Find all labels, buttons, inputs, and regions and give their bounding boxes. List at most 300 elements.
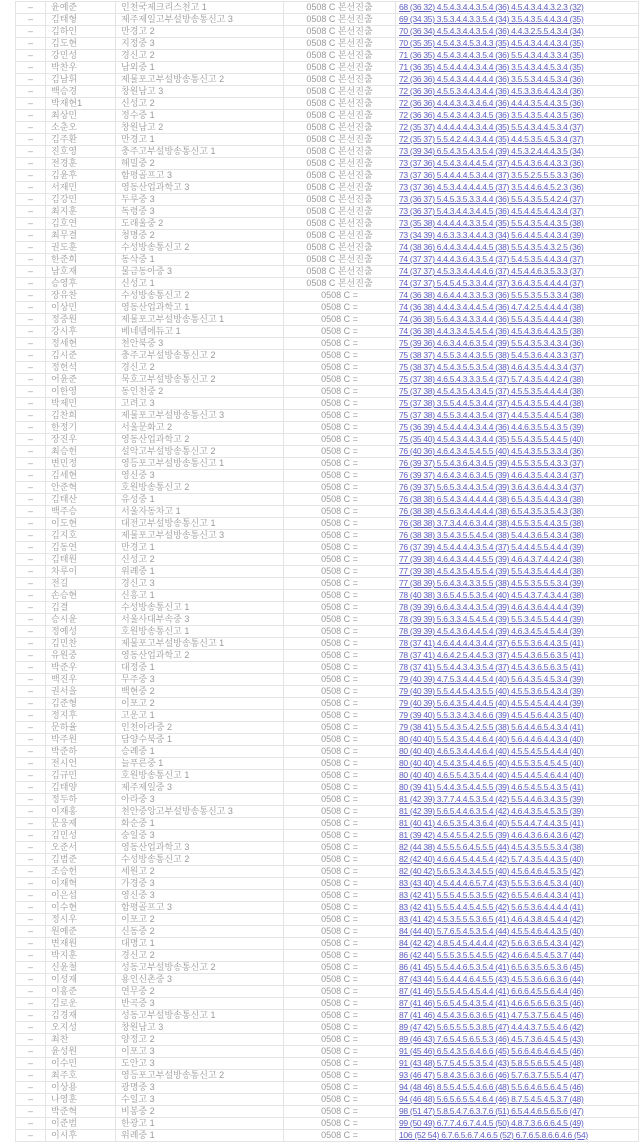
player-name: 이한영	[46, 386, 116, 398]
school-name: 두루중 3	[116, 194, 284, 206]
player-name: 진호영	[46, 146, 116, 158]
score-cell	[396, 110, 639, 122]
score-cell	[396, 1046, 639, 1058]
score-link[interactable]: 93 (46 47) 5.8.4.3.5.6.3.6.6 (46) 5.7.6.3.7.5.5.5.4 (47)	[399, 1070, 584, 1080]
rank-cell: –	[16, 926, 46, 938]
score-cell	[396, 542, 639, 554]
school-name: 제물포고부설방송통신고 1	[116, 638, 284, 650]
round-status: 0508 C =	[284, 398, 396, 410]
score-link[interactable]: 74 (37 37) 5.4.5.4.5.3.3.4.4 (37) 3.6.4.3.5.4.4.4.4 (37)	[399, 278, 584, 288]
round-status: 0508 C =	[284, 470, 396, 482]
score-cell	[396, 146, 639, 158]
round-status: 0508 C =	[284, 686, 396, 698]
rank-cell: –	[16, 2, 46, 14]
score-link[interactable]: 82 (42 40) 4.6.6.4.5.4.4.5.4 (42) 5.7.4.3.5.4.4.3.5 (40)	[399, 854, 584, 864]
school-name: 용인신촌중 3	[116, 974, 284, 986]
score-link[interactable]: 76 (39 37) 4.6.4.3.4.6.3.4.5 (39) 4.6.4.3.5.4.4.3.4 (37)	[399, 470, 584, 480]
table-row	[16, 806, 639, 818]
player-name: 안준혁	[46, 482, 116, 494]
score-link[interactable]: 82 (44 38) 4.5.5.5.6.4.5.5.5 (44) 4.5.4.3.5.5.5.3.4 (38)	[399, 842, 584, 852]
table-row	[16, 26, 639, 38]
round-status: 0508 C =	[284, 1118, 396, 1130]
score-cell	[396, 134, 639, 146]
player-name: 승영후	[46, 278, 116, 290]
score-link[interactable]: 69 (34 35) 3.5.3.4.4.3.3.5.4 (34) 3.5.4.3.5.4.4.3.4 (35)	[399, 14, 584, 24]
player-name: 이준범	[46, 1118, 116, 1130]
player-name: 최상민	[46, 110, 116, 122]
table-row	[16, 134, 639, 146]
table-row	[16, 818, 639, 830]
rank-cell: –	[16, 986, 46, 998]
round-status: 0508 C 본선진출	[284, 254, 396, 266]
score-link[interactable]: 75 (37 38) 3.5.5.4.4.5.3.4.4 (37) 4.5.4.3.5.5.4.4.4 (38)	[399, 398, 584, 408]
score-cell	[396, 506, 639, 518]
table-row	[16, 1118, 639, 1130]
score-link[interactable]: 74 (36 38) 5.6.4.3.4.3.3.4.4 (36) 5.5.4.3.5.4.4.4.4 (38)	[399, 314, 584, 324]
score-link[interactable]: 72 (36 36) 4.5.4.3.4.4.4.4.4 (36) 3.5.5.3.4.4.5.3.4 (36)	[399, 74, 584, 84]
player-name: 이시후	[46, 1130, 116, 1142]
score-link[interactable]: 94 (46 48) 5.6.5.6.5.5.4.6.4 (46) 8.7.5.4.5.4.5.3.7 (48)	[399, 1094, 584, 1104]
school-name: 고려고 3	[116, 398, 284, 410]
score-link[interactable]: 91 (43 48) 5.7.5.4.5.5.3.5.4 (43) 5.8.5.5.6.5.5.4.5 (48)	[399, 1058, 584, 1068]
table-row	[16, 338, 639, 350]
player-name: 김윤후	[46, 170, 116, 182]
score-link[interactable]: 76 (37 39) 4.5.4.4.4.4.3.5.4 (37) 5.4.4.4.5.5.4.4.4 (39)	[399, 542, 584, 552]
score-cell	[396, 590, 639, 602]
score-link[interactable]: 73 (39 34) 6.5.4.3.5.4.3.5.4 (39) 4.5.3.2.4.4.4.3.5 (34)	[399, 146, 584, 156]
score-link[interactable]: 74 (37 37) 4.4.4.3.6.4.3.5.4 (37) 5.4.5.3.5.4.4.3.4 (37)	[399, 254, 584, 264]
score-link[interactable]: 76 (40 36) 4.6.4.3.4.5.4.5.5 (40) 4.5.4.3.5.5.3.3.4 (36)	[399, 446, 584, 456]
table-row	[16, 206, 639, 218]
rank-cell: –	[16, 26, 46, 38]
score-link[interactable]: 76 (38 38) 3.7.3.4.4.6.3.4.4 (38) 4.5.5.3.5.4.4.3.5 (38)	[399, 518, 584, 528]
score-link[interactable]: 80 (40 40) 4.6.5.3.4.4.4.6.4 (40) 4.5.5.4.5.5.4.4.4 (40)	[399, 746, 584, 756]
table-row	[16, 770, 639, 782]
round-status: 0508 C =	[284, 614, 396, 626]
round-status: 0508 C =	[284, 362, 396, 374]
round-status: 0508 C =	[284, 650, 396, 662]
score-link[interactable]: 75 (39 36) 4.6.3.4.4.6.3.5.4 (39) 5.5.4.3.5.3.4.3.4 (36)	[399, 338, 584, 348]
score-link[interactable]: 91 (45 46) 6.5.4.3.5.6.4.6.6 (45) 5.6.6.4.6.4.6.4.5 (46)	[399, 1046, 584, 1056]
score-link[interactable]: 84 (42 42) 4.8.5.4.5.4.4.4.4 (42) 5.6.6.3.6.5.4.3.4 (42)	[399, 938, 584, 948]
table-row	[16, 74, 639, 86]
score-link[interactable]: 83 (43 40) 4.5.4.4.4.6.5.7.4 (43) 5.5.5.3.6.4.5.3.4 (40)	[399, 878, 584, 888]
round-status: 0508 C =	[284, 950, 396, 962]
player-name: 남호재	[46, 266, 116, 278]
player-name: 이수현	[46, 902, 116, 914]
score-link[interactable]: 71 (36 35) 4.5.4.4.4.4.3.4.4 (36) 3.5.4.3.4.4.5.3.4 (35)	[399, 62, 584, 72]
school-name: 수성방송통신고 2	[116, 290, 284, 302]
rank-cell: –	[16, 194, 46, 206]
school-name: 경신고 3	[116, 578, 284, 590]
score-cell	[396, 374, 639, 386]
school-name: 남외중 1	[116, 62, 284, 74]
school-name: 세원고 2	[116, 866, 284, 878]
rank-cell: –	[16, 1058, 46, 1070]
score-link[interactable]: 77 (39 38) 4.5.4.3.5.4.5.5.4 (39) 5.5.4.3.5.4.4.4.4 (38)	[399, 566, 584, 576]
score-link[interactable]: 89 (46 43) 7.6.5.4.5.6.5.5.3 (46) 4.5.7.3.6.4.5.4.5 (43)	[399, 1034, 584, 1044]
table-row	[16, 398, 639, 410]
round-status: 0508 C 본선진출	[284, 230, 396, 242]
player-name: 한준희	[46, 254, 116, 266]
player-name: 김민성	[46, 830, 116, 842]
school-name: 만경고 2	[116, 26, 284, 38]
round-status: 0508 C =	[284, 1046, 396, 1058]
score-link[interactable]: 73 (37 36) 5.4.4.4.4.5.3.4.4 (37) 3.5.5.2.5.5.5.3.3 (36)	[399, 170, 584, 180]
rank-cell: –	[16, 902, 46, 914]
school-name: 아라중 3	[116, 794, 284, 806]
score-link[interactable]: 99 (50 49) 6.7.7.4.6.7.4.4.5 (50) 4.8.7.3.6.6.6.4.5 (49)	[399, 1118, 584, 1128]
score-link[interactable]: 73 (36 37) 5.4.5.3.5.3.3.4.4 (36) 5.5.4.3.5.5.4.2.4 (37)	[399, 194, 584, 204]
table-row	[16, 698, 639, 710]
round-status: 0508 C 본선진출	[284, 278, 396, 290]
player-name: 문웅제	[46, 818, 116, 830]
player-name: 조승헌	[46, 866, 116, 878]
round-status: 0508 C =	[284, 338, 396, 350]
score-cell	[396, 938, 639, 950]
score-link[interactable]: 74 (36 38) 4.4.4.3.4.4.4.5.4 (36) 4.7.4.2.5.4.4.4.4 (38)	[399, 302, 584, 312]
score-link[interactable]: 73 (37 36) 4.5.3.4.4.4.4.4.5 (37) 3.5.4.4.6.4.5.2.3 (36)	[399, 182, 584, 192]
score-link[interactable]: 78 (37 41) 4.6.4.4.4.4.3.4.4 (37) 6.5.5.3.6.4.4.3.5 (41)	[399, 638, 584, 648]
table-row	[16, 266, 639, 278]
score-link[interactable]: 75 (37 38) 4.5.5.3.4.4.3.5.4 (37) 4.4.5.3.5.4.4.5.4 (38)	[399, 410, 584, 420]
round-status: 0508 C =	[284, 542, 396, 554]
score-link[interactable]: 78 (39 39) 6.6.4.3.4.4.3.5.4 (39) 4.6.4.3.6.4.4.4.4 (39)	[399, 602, 584, 612]
player-name: 김시준	[46, 350, 116, 362]
score-cell	[396, 410, 639, 422]
score-link[interactable]: 81 (40 41) 4.6.5.3.5.4.3.6.4 (40) 5.5.4.4.7.4.4.3.5 (41)	[399, 818, 584, 828]
score-cell	[396, 218, 639, 230]
round-status: 0508 C =	[284, 506, 396, 518]
score-cell	[396, 578, 639, 590]
school-name: 영동산업과학고 2	[116, 434, 284, 446]
round-status: 0508 C 본선진출	[284, 170, 396, 182]
table-row	[16, 2, 639, 14]
player-name: 김찬희	[46, 410, 116, 422]
score-link[interactable]: 73 (34 39) 4.6.3.3.3.4.4.4.3 (34) 5.6.4.4.5.4.4.3.4 (39)	[399, 230, 584, 240]
school-name: 신성고 2	[116, 98, 284, 110]
score-link[interactable]: 86 (42 44) 5.5.5.3.5.5.4.5.5 (42) 4.6.6.4.5.4.5.3.7 (44)	[399, 950, 584, 960]
player-name: 김세현	[46, 470, 116, 482]
rank-cell: –	[16, 578, 46, 590]
table-row	[16, 254, 639, 266]
score-link[interactable]: 68 (36 32) 4.5.4.3.4.4.3.5.4 (36) 4.5.4.3.4.4.3.2.3 (32)	[399, 2, 584, 12]
score-link[interactable]: 75 (36 39) 4.5.4.4.4.4.3.4.4 (36) 4.4.6.3.5.5.4.3.5 (39)	[399, 422, 584, 432]
rank-cell: –	[16, 1070, 46, 1082]
score-cell	[396, 386, 639, 398]
score-link[interactable]: 72 (36 36) 4.5.5.3.4.4.3.4.4 (36) 4.5.3.3.6.4.4.3.4 (36)	[399, 86, 584, 96]
table-row	[16, 566, 639, 578]
score-link[interactable]: 74 (36 38) 4.6.4.4.4.3.3.5.3 (36) 5.5.5.3.5.5.3.3.4 (38)	[399, 290, 584, 300]
rank-cell: –	[16, 530, 46, 542]
score-link[interactable]: 78 (40 38) 3.6.5.4.5.5.3.5.4 (40) 4.5.4.3.7.4.3.4.4 (38)	[399, 590, 584, 600]
score-link[interactable]: 81 (39 42) 4.5.4.5.5.4.2.5.5 (39) 4.6.4.3.6.6.4.3.6 (42)	[399, 830, 584, 840]
rank-cell: –	[16, 398, 46, 410]
score-link[interactable]: 79 (38 41) 5.5.4.3.5.4.2.5.5 (38) 5.6.4.4.6.5.4.3.4 (41)	[399, 722, 584, 732]
score-link[interactable]: 76 (38 38) 4.5.6.3.4.4.4.4.4 (38) 6.5.4.3.5.3.5.4.3 (38)	[399, 506, 584, 516]
player-name: 한정기	[46, 422, 116, 434]
school-name: 동삭중 1	[116, 254, 284, 266]
table-row	[16, 974, 639, 986]
round-status: 0508 C =	[284, 1082, 396, 1094]
rank-cell: –	[16, 710, 46, 722]
score-cell	[396, 206, 639, 218]
school-name: 제주제일중 3	[116, 782, 284, 794]
school-name: 영동산업과학고 2	[116, 650, 284, 662]
score-cell	[396, 98, 639, 110]
round-status: 0508 C 본선진출	[284, 122, 396, 134]
table-row	[16, 686, 639, 698]
round-status: 0508 C 본선진출	[284, 218, 396, 230]
score-link[interactable]: 83 (41 42) 4.5.3.5.5.5.3.6.5 (41) 4.6.4.3.8.4.5.4.4 (42)	[399, 914, 584, 924]
score-cell	[396, 650, 639, 662]
school-name: 충주고부설방송통신고 1	[116, 146, 284, 158]
score-cell	[396, 962, 639, 974]
player-name: 박준하	[46, 746, 116, 758]
school-name: 수성방송통신고 1	[116, 602, 284, 614]
score-cell	[396, 2, 639, 14]
round-status: 0508 C =	[284, 638, 396, 650]
table-row	[16, 170, 639, 182]
school-name: 수일고 3	[116, 1094, 284, 1106]
score-link[interactable]: 79 (40 39) 4.7.5.3.4.4.4.5.4 (40) 5.6.4.3.5.4.5.3.4 (39)	[399, 674, 584, 684]
score-link[interactable]: 80 (40 40) 4.6.5.5.4.3.5.4.4 (40) 4.5.4.4.5.4.6.4.4 (40)	[399, 770, 584, 780]
rank-cell: –	[16, 86, 46, 98]
rank-cell: –	[16, 614, 46, 626]
score-cell	[396, 230, 639, 242]
score-cell	[396, 290, 639, 302]
round-status: 0508 C =	[284, 578, 396, 590]
score-cell	[396, 866, 639, 878]
table-row	[16, 950, 639, 962]
score-link[interactable]: 72 (36 36) 4.4.4.3.4.3.4.6.4 (36) 4.4.4.3.5.4.4.3.5 (36)	[399, 98, 584, 108]
score-link[interactable]: 78 (37 41) 5.5.4.4.3.4.3.5.4 (37) 4.5.4.3.6.5.6.3.5 (41)	[399, 662, 584, 672]
player-name: 김로운	[46, 998, 116, 1010]
score-cell	[396, 614, 639, 626]
rank-cell: –	[16, 134, 46, 146]
score-link[interactable]: 74 (38 36) 6.4.4.3.4.4.4.4.5 (38) 5.5.4.3.5.4.3.2.5 (36)	[399, 242, 584, 252]
table-row	[16, 878, 639, 890]
score-cell	[396, 734, 639, 746]
round-status: 0508 C =	[284, 446, 396, 458]
player-name: 어윤준	[46, 374, 116, 386]
score-link[interactable]: 78 (39 39) 5.6.3.3.4.5.4.5.4 (39) 5.5.3.4.5.5.4.4.4 (39)	[399, 614, 584, 624]
rank-cell: –	[16, 1106, 46, 1118]
player-name: 이홍준	[46, 986, 116, 998]
score-link[interactable]: 75 (37 38) 4.6.5.4.3.3.3.5.4 (37) 5.7.4.3.5.4.4.2.4 (38)	[399, 374, 584, 384]
round-status: 0508 C =	[284, 998, 396, 1010]
score-link[interactable]: 106 (52 54) 6.7.6.5.6.7.4.6.5 (52) 6.7.6.5.8.6.6.4.6 (54)	[399, 1130, 588, 1140]
score-cell	[396, 254, 639, 266]
score-link[interactable]: 98 (51 47) 5.8.5.4.7.6.3.7.6 (51) 6.5.4.4.6.5.6.5.6 (47)	[399, 1106, 584, 1116]
score-link[interactable]: 89 (47 42) 5.6.5.5.5.5.3.8.5 (47) 4.4.4.3.7.5.5.4.6 (42)	[399, 1022, 584, 1032]
score-cell	[396, 530, 639, 542]
score-cell	[396, 758, 639, 770]
round-status: 0508 C =	[284, 590, 396, 602]
score-link[interactable]: 80 (39 41) 5.4.4.3.5.4.4.5.5 (39) 4.6.5.4.5.5.4.3.5 (41)	[399, 782, 584, 792]
school-name: 도래울중 2	[116, 218, 284, 230]
score-link[interactable]: 72 (36 36) 4.5.4.3.4.4.3.4.5 (36) 3.5.4.3.5.4.4.3.5 (36)	[399, 110, 584, 120]
player-name: 소춘오	[46, 122, 116, 134]
score-link[interactable]: 83 (42 41) 5.5.5.4.5.5.3.5.5 (42) 6.5.5.4.6.4.4.3.4 (41)	[399, 890, 584, 900]
score-cell	[396, 62, 639, 74]
table-row	[16, 926, 639, 938]
score-cell	[396, 158, 639, 170]
table-row	[16, 422, 639, 434]
score-link[interactable]: 82 (40 42) 5.6.5.3.4.3.4.5.5 (40) 4.5.6.4.6.4.5.3.5 (42)	[399, 866, 584, 876]
score-link[interactable]: 79 (39 40) 5.5.3.3.4.3.4.6.6 (39) 4.5.4.5.6.4.4.3.5 (40)	[399, 710, 584, 720]
score-link[interactable]: 83 (42 41) 5.5.5.4.4.5.4.5.5 (42) 5.6.5.3.6.4.4.4.4 (41)	[399, 902, 584, 912]
table-row	[16, 902, 639, 914]
score-link[interactable]: 75 (38 37) 4.5.5.3.4.4.3.5.5 (38) 5.4.5.3.6.4.4.3.3 (37)	[399, 350, 584, 360]
score-link[interactable]: 75 (37 38) 4.5.4.3.5.4.3.4.5 (37) 4.5.5.3.5.4.4.4.4 (38)	[399, 386, 584, 396]
player-name: 김남휘	[46, 74, 116, 86]
table-row	[16, 230, 639, 242]
score-link[interactable]: 76 (38 38) 6.5.4.3.4.4.4.4.4 (38) 6.5.4.3.5.4.4.3.4 (38)	[399, 494, 584, 504]
score-link[interactable]: 81 (42 39) 3.7.7.4.4.5.3.5.4 (42) 5.5.4.4.6.3.4.3.5 (39)	[399, 794, 584, 804]
school-name: 호원방송통신고 2	[116, 482, 284, 494]
score-link[interactable]: 79 (40 39) 5.5.4.4.5.4.3.5.5 (40) 4.5.5.3.6.5.4.3.4 (39)	[399, 686, 584, 696]
player-name: 원예준	[46, 926, 116, 938]
score-cell	[396, 698, 639, 710]
table-row	[16, 458, 639, 470]
score-link[interactable]: 75 (38 37) 4.5.4.3.5.5.3.5.4 (38) 4.6.4.3.5.4.4.3.4 (37)	[399, 362, 584, 372]
score-link[interactable]: 80 (40 40) 5.5.4.3.5.4.4.6.4 (40) 5.6.4.4.6.4.4.3.4 (40)	[399, 734, 584, 744]
school-name: 제물포고부설방송통신고 1	[116, 314, 284, 326]
table-row	[16, 278, 639, 290]
rank-cell: –	[16, 122, 46, 134]
school-name: 창원남고 3	[116, 1022, 284, 1034]
school-name: 위례중 1	[116, 566, 284, 578]
round-status: 0508 C =	[284, 830, 396, 842]
score-link[interactable]: 86 (41 45) 5.5.4.4.6.5.3.5.4 (41) 6.5.6.3.5.6.5.3.6 (45)	[399, 962, 584, 972]
table-row	[16, 218, 639, 230]
round-status: 0508 C =	[284, 878, 396, 890]
score-link[interactable]: 84 (44 40) 5.7.6.5.4.5.3.5.4 (44) 4.5.5.4.6.4.4.3.5 (40)	[399, 926, 584, 936]
score-link[interactable]: 87 (41 46) 5.5.5.4.5.4.5.4.4 (41) 6.6.6.4.5.5.6.4.4 (46)	[399, 986, 584, 996]
results-table-body	[16, 2, 639, 1142]
score-link[interactable]: 77 (38 39) 5.6.4.3.4.3.3.5.5 (38) 4.5.5.3.5.5.5.3.4 (39)	[399, 578, 584, 588]
rank-cell: –	[16, 506, 46, 518]
score-cell	[396, 926, 639, 938]
score-link[interactable]: 70 (36 34) 4.5.4.3.4.4.3.5.4 (36) 4.4.3.2.5.5.4.3.4 (34)	[399, 26, 584, 36]
table-row	[16, 1010, 639, 1022]
score-cell	[396, 1058, 639, 1070]
score-link[interactable]: 72 (35 37) 4.4.4.4.4.4.3.4.4 (35) 5.5.4.3.4.4.5.3.4 (37)	[399, 122, 584, 132]
round-status: 0508 C =	[284, 794, 396, 806]
player-name: 이재홍	[46, 806, 116, 818]
player-name: 정세현	[46, 338, 116, 350]
rank-cell: –	[16, 554, 46, 566]
round-status: 0508 C =	[284, 290, 396, 302]
rank-cell: –	[16, 734, 46, 746]
table-row	[16, 386, 639, 398]
score-cell	[396, 14, 639, 26]
round-status: 0508 C =	[284, 314, 396, 326]
round-status: 0508 C =	[284, 566, 396, 578]
score-link[interactable]: 76 (38 38) 3.5.4.3.5.5.4.5.4 (38) 5.4.4.3.6.5.4.3.4 (38)	[399, 530, 584, 540]
score-link[interactable]: 81 (42 39) 5.6.5.4.4.6.3.5.4 (42) 4.6.4.3.5.4.5.3.5 (39)	[399, 806, 584, 816]
school-name: 백현중 2	[116, 686, 284, 698]
rank-cell: –	[16, 854, 46, 866]
table-row	[16, 50, 639, 62]
score-link[interactable]: 73 (35 38) 4.4.4.4.4.3.3.5.4 (35) 5.5.4.3.5.4.4.3.5 (38)	[399, 218, 584, 228]
score-link[interactable]: 74 (37 37) 4.5.3.3.4.4.4.4.6 (37) 4.5.4.4.6.3.5.3.3 (37)	[399, 266, 584, 276]
rank-cell: –	[16, 362, 46, 374]
score-link[interactable]: 78 (37 41) 4.6.4.2.5.4.4.5.3 (37) 4.5.4.3.6.5.6.3.5 (41)	[399, 650, 584, 660]
school-name: 호원방송통신고 1	[116, 770, 284, 782]
round-status: 0508 C 본선진출	[284, 50, 396, 62]
score-link[interactable]: 80 (40 40) 4.5.4.3.5.4.4.6.5 (40) 4.5.5.3.5.4.5.4.5 (40)	[399, 758, 584, 768]
score-cell	[396, 1010, 639, 1022]
rank-cell: –	[16, 938, 46, 950]
rank-cell: –	[16, 626, 46, 638]
results-table	[15, 1, 639, 1142]
school-name: 영동산업과학고 1	[116, 302, 284, 314]
table-row	[16, 746, 639, 758]
table-row	[16, 1094, 639, 1106]
round-status: 0508 C =	[284, 458, 396, 470]
score-link[interactable]: 72 (35 37) 5.5.4.2.4.4.3.4.4 (35) 4.4.5.3.5.4.5.3.4 (37)	[399, 134, 584, 144]
score-link[interactable]: 75 (35 40) 4.5.4.3.4.4.3.4.4 (35) 5.5.4.3.5.5.4.4.5 (40)	[399, 434, 584, 444]
score-cell	[396, 602, 639, 614]
score-link[interactable]: 87 (41 46) 4.5.4.3.5.6.3.6.5 (41) 4.7.5.3.7.5.6.4.5 (46)	[399, 1010, 584, 1020]
rank-cell: –	[16, 638, 46, 650]
score-link[interactable]: 94 (48 46) 8.5.5.4.5.5.4.6.6 (48) 5.5.6.4.6.5.6.4.5 (46)	[399, 1082, 584, 1092]
score-cell	[396, 1082, 639, 1094]
score-link[interactable]: 87 (43 44) 5.6.4.4.4.6.4.5.5 (43) 4.5.5.3.6.6.6.3.6 (44)	[399, 974, 584, 984]
score-link[interactable]: 73 (37 36) 4.5.4.3.4.4.4.5.4 (37) 4.5.4.3.6.4.4.3.3 (36)	[399, 158, 584, 168]
round-status: 0508 C =	[284, 818, 396, 830]
round-status: 0508 C =	[284, 974, 396, 986]
player-name: 정중원	[46, 314, 116, 326]
player-name: 정예성	[46, 626, 116, 638]
score-link[interactable]: 79 (40 39) 5.6.4.3.5.4.4.4.5 (40) 4.5.5.4.5.4.4.4.4 (39)	[399, 698, 584, 708]
player-name: 강시후	[46, 326, 116, 338]
player-name: 김태원	[46, 554, 116, 566]
table-row	[16, 182, 639, 194]
score-link[interactable]: 73 (36 37) 5.4.3.4.4.3.4.4.5 (36) 4.5.4.4.5.4.4.3.4 (37)	[399, 206, 584, 216]
score-link[interactable]: 76 (39 37) 5.6.5.3.4.4.3.5.4 (39) 3.6.4.3.6.4.4.3.4 (37)	[399, 482, 584, 492]
player-name: 전시언	[46, 758, 116, 770]
rank-cell: –	[16, 1046, 46, 1058]
round-status: 0508 C =	[284, 1034, 396, 1046]
score-link[interactable]: 78 (39 39) 4.5.4.3.6.4.4.5.4 (39) 4.6.3.4.5.4.5.4.4 (39)	[399, 626, 584, 636]
score-cell	[396, 722, 639, 734]
round-status: 0508 C =	[284, 386, 396, 398]
rank-cell: –	[16, 50, 46, 62]
school-name: 천안중앙고부설방송통신고 3	[116, 806, 284, 818]
player-name: 김하인	[46, 26, 116, 38]
score-link[interactable]: 71 (36 35) 4.5.4.3.4.4.3.5.4 (36) 5.5.4.3.4.4.3.3.4 (35)	[399, 50, 584, 60]
rank-cell: –	[16, 290, 46, 302]
score-link[interactable]: 77 (39 38) 4.6.4.3.4.4.4.5.5 (39) 4.6.4.3.7.4.4.2.4 (38)	[399, 554, 584, 564]
round-status: 0508 C =	[284, 698, 396, 710]
school-name: 만경고 1	[116, 134, 284, 146]
player-name: 권도훈	[46, 242, 116, 254]
score-cell	[396, 782, 639, 794]
score-link[interactable]: 87 (41 46) 5.6.5.4.5.4.3.5.4 (41) 4.6.6.5.6.5.6.3.5 (46)	[399, 998, 584, 1008]
score-cell	[396, 314, 639, 326]
rank-cell: –	[16, 422, 46, 434]
table-row	[16, 350, 639, 362]
score-link[interactable]: 74 (36 38) 4.4.3.3.4.5.4.5.4 (36) 4.5.4.3.6.4.4.3.5 (38)	[399, 326, 584, 336]
score-link[interactable]: 76 (39 37) 5.5.4.3.6.4.3.4.5 (39) 4.5.5.3.5.5.4.3.3 (37)	[399, 458, 584, 468]
score-link[interactable]: 70 (35 35) 4.5.4.3.4.5.3.4.3 (35) 4.5.4.3.4.4.4.3.4 (35)	[399, 38, 584, 48]
table-row	[16, 1130, 639, 1142]
player-name: 최지훈	[46, 206, 116, 218]
table-row	[16, 1070, 639, 1082]
